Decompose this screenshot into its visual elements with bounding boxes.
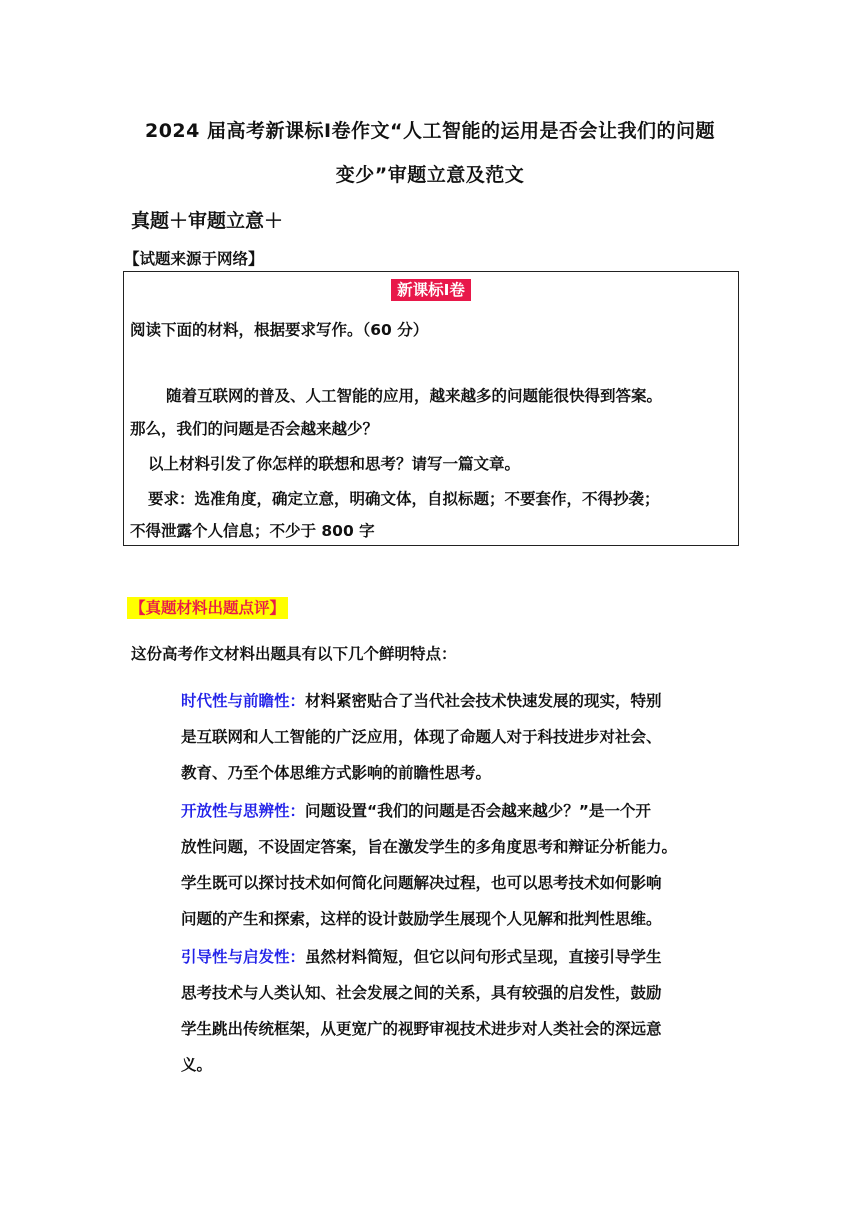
point-text: 是互联网和人工智能的广泛应用，体现了命题人对于科技进步对社会、 <box>181 728 662 746</box>
point-text: 学生既可以探讨技术如何简化问题解决过程，也可以思考技术如何影响 <box>181 874 662 892</box>
point-label: 时代性与前瞻性： <box>181 692 306 710</box>
document-title-line1: 2024 届高考新课标Ⅰ卷作文“人工智能的运用是否会让我们的问题 <box>144 120 716 142</box>
question-box <box>123 271 739 546</box>
requirement-line: 不得泄露个人信息；不少于 800 字 <box>130 522 375 540</box>
intro-text: 这份高考作文材料出题具有以下几个鲜明特点： <box>131 645 457 663</box>
instruction-text: 阅读下面的材料，根据要求写作。（60 分） <box>130 321 429 339</box>
point-text: 虽然材料简短，但它以问句形式呈现，直接引导学生 <box>305 948 662 966</box>
feature-point <box>181 793 741 937</box>
material-line: 那么，我们的问题是否会越来越少？ <box>130 420 379 438</box>
point-text: 问题设置“我们的问题是否会越来越少？”是一个开 <box>305 802 651 820</box>
requirement-line: 要求：选准角度，确定立意，明确文体，自拟标题；不要套作，不得抄袭； <box>148 490 660 508</box>
point-text: 学生跳出传统框架，从更宽广的视野审视技术进步对人类社会的深远意 <box>181 1020 662 1038</box>
feature-point <box>181 683 741 791</box>
feature-point <box>181 939 741 1083</box>
point-text: 教育、乃至个体思维方式影响的前瞻性思考。 <box>181 764 492 782</box>
section-heading: 真题＋审题立意＋ <box>131 210 284 232</box>
point-text: 材料紧密贴合了当代社会技术快速发展的现实，特别 <box>305 692 662 710</box>
review-heading-wrap <box>127 596 288 618</box>
document-title-line2: 变少”审题立意及范文 <box>335 164 525 186</box>
review-heading: 【真题材料出题点评】 <box>127 597 288 619</box>
prompt-text: 以上材料引发了你怎样的联想和思考？请写一篇文章。 <box>148 455 521 473</box>
source-note: 【试题来源于网络】 <box>124 250 264 268</box>
point-text: 义。 <box>181 1056 213 1074</box>
exam-badge: 新课标Ⅰ卷 <box>391 279 471 301</box>
point-text: 问题的产生和探索，这样的设计鼓励学生展现个人见解和批判性思维。 <box>181 910 662 928</box>
material-line: 随着互联网的普及、人工智能的应用，越来越多的问题能很快得到答案。 <box>166 387 663 405</box>
point-text: 放性问题，不设固定答案，旨在激发学生的多角度思考和辩证分析能力。 <box>181 838 678 856</box>
point-text: 思考技术与人类认知、社会发展之间的关系，具有较强的启发性，鼓励 <box>181 984 662 1002</box>
point-label: 引导性与启发性： <box>181 948 306 966</box>
point-label: 开放性与思辨性： <box>181 802 306 820</box>
